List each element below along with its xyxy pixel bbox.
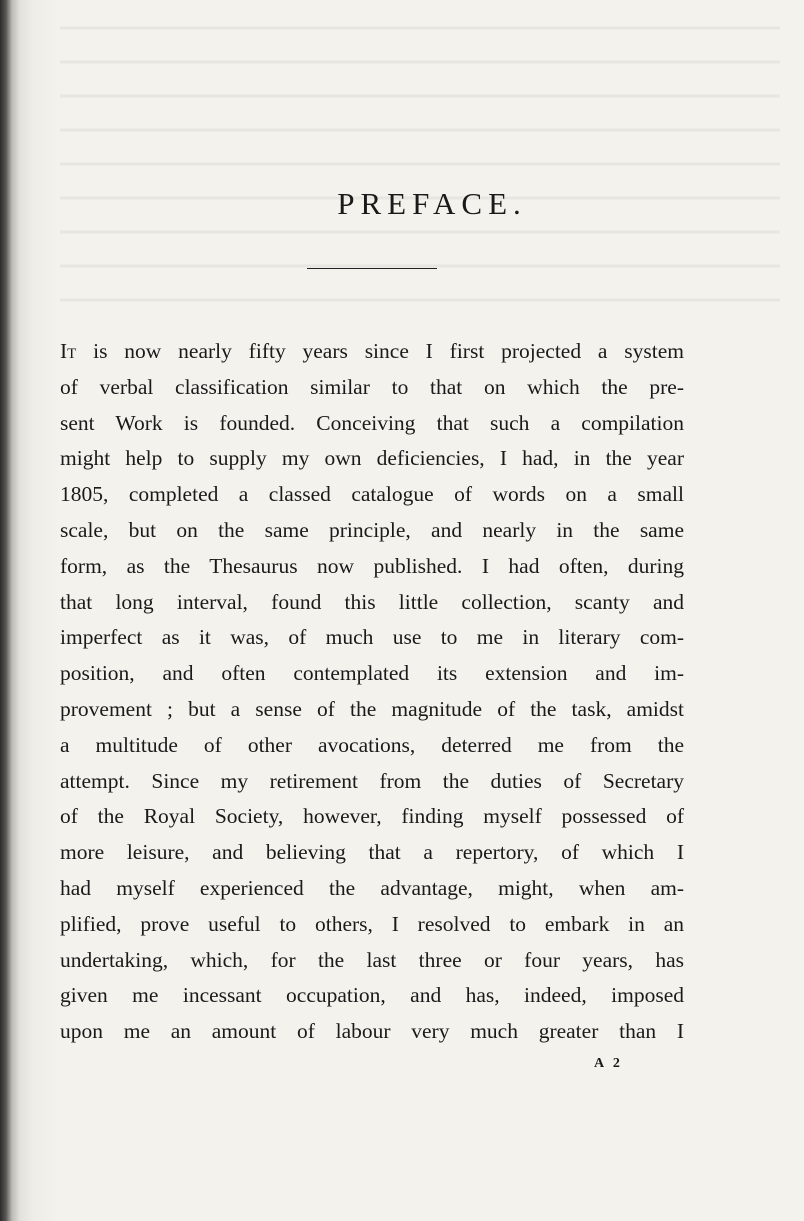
show-through-text [60, 0, 780, 330]
text-line: a multitude of other avocations, deterred me from the [60, 732, 684, 757]
text-line: undertaking, which, for the last three or four years, has [60, 947, 684, 972]
page-title: PREFACE. [337, 186, 527, 221]
text-line: It is now nearly fifty years since I first projected a system [60, 339, 684, 363]
text-line: provement ; but a sense of the magnitude of the task, amidst [60, 696, 684, 721]
text-line: more leisure, and believing that a repertory, of which I [60, 840, 684, 865]
text-line: 1805, completed a classed catalogue of words on a small [60, 482, 684, 507]
text-line: that long interval, found this little collection, scanty and [60, 589, 684, 614]
signature-mark: A 2 [594, 1056, 623, 1071]
preface-paragraph [60, 334, 684, 1050]
text-line: might help to supply my own deficiencies, I had, in the year [60, 446, 684, 471]
text-line: attempt. Since my retirement from the duties of Secretary [60, 768, 684, 793]
text-line: position, and often contemplated its extension and im- [60, 661, 684, 686]
text-line: upon me an amount of labour very much greater than I [60, 1019, 684, 1044]
text-line: sent Work is founded. Conceiving that such a compilation [60, 410, 684, 435]
text-line: form, as the Thesaurus now published. I had often, during [60, 553, 684, 578]
text-line: given me incessant occupation, and has, indeed, imposed [60, 983, 684, 1008]
text-line: of the Royal Society, however, finding myself possessed of [60, 804, 684, 829]
text-line: had myself experienced the advantage, might, when am- [60, 875, 684, 900]
title-rule [307, 268, 437, 269]
text-line: of verbal classification similar to that on which the pre- [60, 374, 684, 399]
text-line: scale, but on the same principle, and nearly in the same [60, 517, 684, 542]
text-line: imperfect as it was, of much use to me in literary com- [60, 625, 684, 650]
drop-lead-word: It [60, 339, 77, 363]
text-line: plified, prove useful to others, I resolved to embark in an [60, 911, 684, 936]
